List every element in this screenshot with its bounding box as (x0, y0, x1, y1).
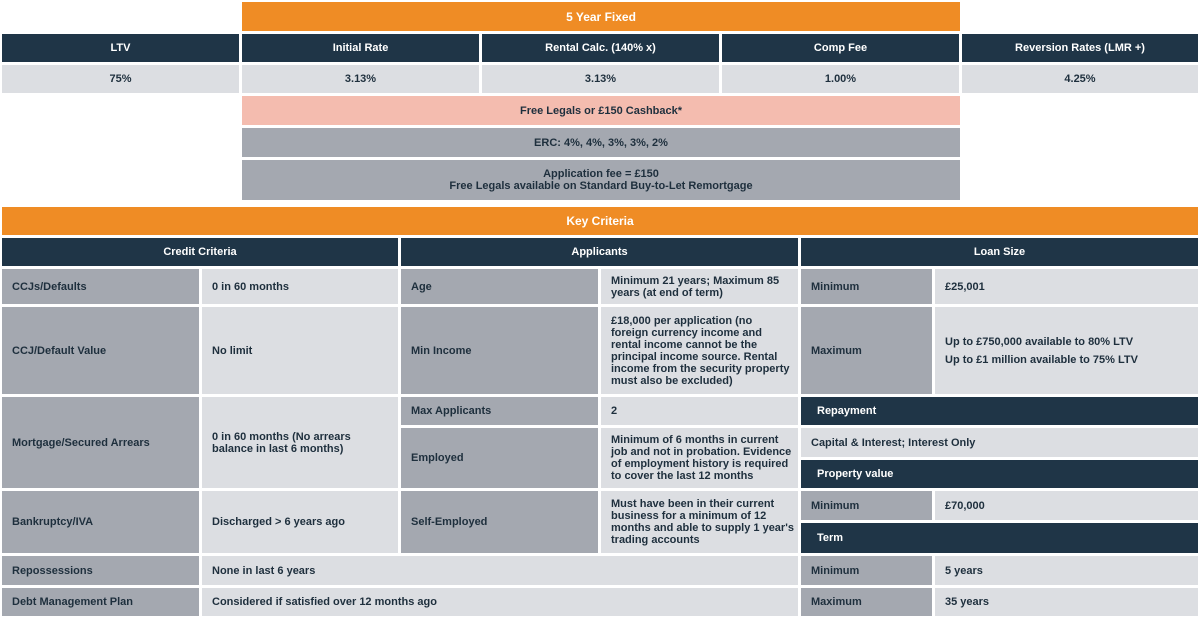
fees-banner (242, 160, 960, 200)
ccjs-defaults-label: CCJs/Defaults (2, 269, 199, 304)
term-minimum-value: 5 years (935, 556, 1198, 585)
term-maximum-label: Maximum (801, 588, 932, 616)
age-value: Minimum 21 years; Maximum 85 years (at end of term) (601, 269, 798, 304)
dmp-value: Considered if satisfied over 12 months ago (202, 588, 798, 616)
property-minimum-value: £70,000 (935, 491, 1198, 520)
min-income-value: £18,000 per application (no foreign currency income and rental income cannot be the principal income source. Rental income from the security property must also be excluded) (601, 307, 798, 394)
loan-maximum-80-ltv: Up to £750,000 available to 80% LTV (945, 335, 1134, 348)
max-applicants-value: 2 (601, 397, 798, 425)
value-comp-fee: 1.00% (722, 65, 959, 93)
bankruptcy-value: Discharged > 6 years ago (202, 491, 398, 553)
property-value-header: Property value (801, 460, 1198, 488)
value-initial-rate: 3.13% (242, 65, 479, 93)
application-fee: Application fee = £150 (543, 168, 659, 180)
age-label: Age (401, 269, 598, 304)
credit-criteria-header: Credit Criteria (2, 238, 398, 266)
header-rental-calc: Rental Calc. (140% x) (482, 34, 719, 62)
employed-label: Employed (401, 428, 598, 488)
arrears-label: Mortgage/Secured Arrears (2, 397, 199, 488)
value-rental-calc: 3.13% (482, 65, 719, 93)
header-initial-rate: Initial Rate (242, 34, 479, 62)
header-comp-fee: Comp Fee (722, 34, 959, 62)
property-minimum-label: Minimum (801, 491, 932, 520)
dmp-label: Debt Management Plan (2, 588, 199, 616)
offer-banner: Free Legals or £150 Cashback* (242, 96, 960, 125)
bankruptcy-label: Bankruptcy/IVA (2, 491, 199, 553)
value-ltv: 75% (2, 65, 239, 93)
arrears-value: 0 in 60 months (No arrears balance in last 6 months) (202, 397, 398, 488)
applicants-header: Applicants (401, 238, 798, 266)
header-ltv: LTV (2, 34, 239, 62)
loan-minimum-value: £25,001 (935, 269, 1198, 304)
loan-size-header: Loan Size (801, 238, 1198, 266)
term-maximum-value: 35 years (935, 588, 1198, 616)
repayment-header: Repayment (801, 397, 1198, 425)
ccjs-defaults-value: 0 in 60 months (202, 269, 398, 304)
loan-maximum-75-ltv: Up to £1 million available to 75% LTV (945, 353, 1138, 366)
repayment-value: Capital & Interest; Interest Only (801, 428, 1198, 457)
loan-minimum-label: Minimum (801, 269, 932, 304)
erc-banner: ERC: 4%, 4%, 3%, 3%, 2% (242, 128, 960, 157)
header-reversion-rates: Reversion Rates (LMR +) (962, 34, 1198, 62)
self-employed-label: Self-Employed (401, 491, 598, 553)
min-income-label: Min Income (401, 307, 598, 394)
term-header: Term (801, 523, 1198, 553)
free-legals-note: Free Legals available on Standard Buy-to-Let Remortgage (449, 180, 753, 192)
ccj-default-value-value: No limit (202, 307, 398, 394)
ccj-default-value-label: CCJ/Default Value (2, 307, 199, 394)
repossessions-value: None in last 6 years (202, 556, 798, 585)
repossessions-label: Repossessions (2, 556, 199, 585)
key-criteria-title: Key Criteria (2, 207, 1198, 235)
employed-value: Minimum of 6 months in current job and not in probation. Evidence of employment history is required to cover the last 12 months (601, 428, 798, 488)
max-applicants-label: Max Applicants (401, 397, 598, 425)
self-employed-value: Must have been in their current business for a minimum of 12 months and able to supply 1 year's trading accounts (601, 491, 798, 553)
product-title: 5 Year Fixed (242, 2, 960, 31)
loan-maximum-value (935, 307, 1198, 394)
term-minimum-label: Minimum (801, 556, 932, 585)
value-reversion-rates: 4.25% (962, 65, 1198, 93)
loan-maximum-label: Maximum (801, 307, 932, 394)
